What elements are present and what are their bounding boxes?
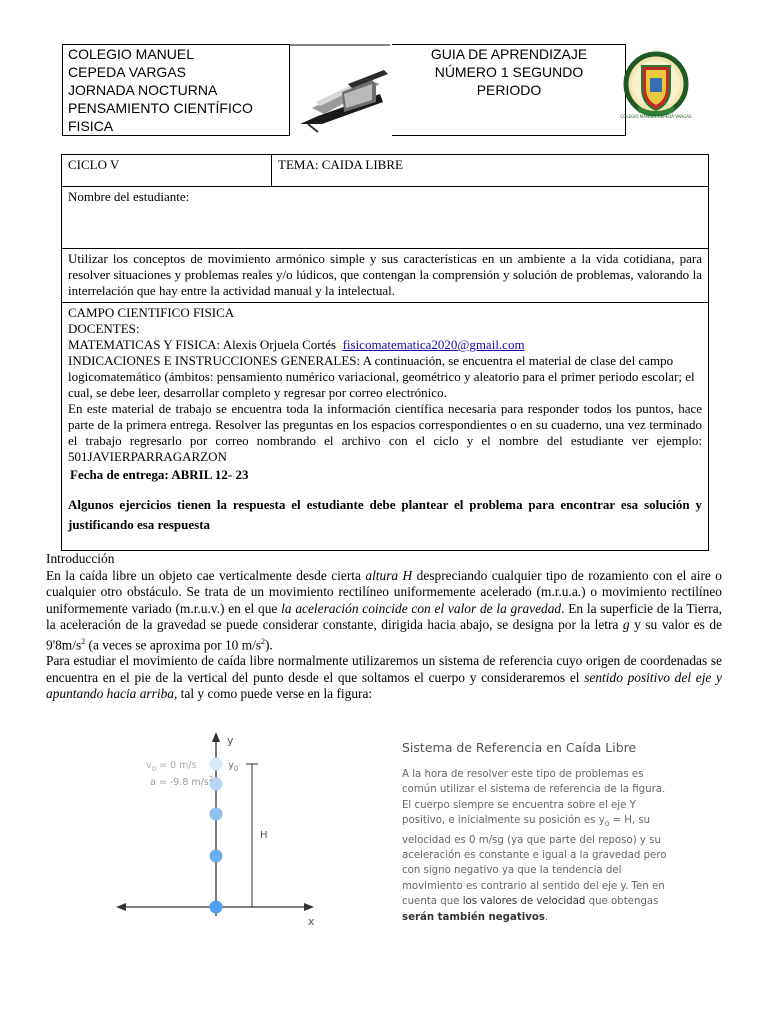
tema-cell: TEMA: CAIDA LIBRE <box>278 157 403 172</box>
panel-text: A la hora de resolver este tipo de problemas es común utilizar el sistema de referencia de la figura. El cuerpo siempre se encuentra sobre el eje Y positivo, e inicialmente su posición es $y_0 = H$, su velocidad es 0 m/sg (ya que parte del reposo) y su aceleración es constante e igual a la gravedad pero con signo negativo ya que la tendencia del movimiento es contrario al sentido del eje y. Ten en cuenta que los valores de velocidad que obtengas serán también negativos. <box>402 769 667 923</box>
docentes-label: DOCENTES: <box>68 321 140 336</box>
due-date: Fecha de entrega: ABRIL 12- 23 <box>70 467 249 482</box>
y-axis-arrow <box>212 732 220 742</box>
intro-paragraph-1: En la caída libre un objeto cae verticalmente desde cierta altura H despreciando cualquier tipo de rozamiento con el aire o cualquier otro obstáculo. Se trata de un movimiento rectilíneo uniformemente acelerado (m.r.u.a.) o movimiento rectilíneo uniformemente variado (m.r.u.v.) en el que la aceleración coincide con el valor de la gravedad. En la superficie de la Tierra, la aceleración de la gravedad se puede considerar constante, dirigida hacia abajo, se designa por la letra g y su valor es de $9'8m/s^2$ (a veces se aproxima por 10 $m/s^2$). <box>46 567 722 652</box>
ball-position-5 <box>210 901 223 914</box>
exercise-note: Algunos ejercicios tienen la respuesta el estudiante debe plantear el problema para encontrar esa solución y justificando esa respuesta <box>68 497 702 532</box>
ciclo-cell: CICLO V <box>68 157 120 172</box>
introduction-section <box>46 551 722 703</box>
general-info <box>62 303 708 537</box>
campo-label: CAMPO CIENTIFICO FISICA <box>68 305 235 320</box>
teacher-line: MATEMATICAS Y FISICA: Alexis Orjuela Cortés fisicomatematica2020@gmail.com <box>68 337 525 352</box>
initial-velocity-label: $v_0 = 0$ m/s <box>146 760 197 773</box>
svg-text:COLEGIO MANUEL CEPEDA VARGAS: COLEGIO MANUEL CEPEDA VARGAS <box>620 114 692 119</box>
x-axis-arrow <box>304 903 314 911</box>
x-axis-label: x <box>308 915 315 928</box>
y0-label: $y_0$ <box>228 760 239 773</box>
ball-position-1 <box>210 758 223 771</box>
teacher-email-link[interactable]: fisicomatematica2020@gmail.com <box>342 337 525 352</box>
ball-position-4 <box>210 850 223 863</box>
y-axis-label: y <box>227 734 234 747</box>
school-crest-logo <box>620 48 692 124</box>
guide-title: GUIA DE APRENDIZAJE NÚMERO 1 SEGUNDO PERIODO <box>430 46 588 98</box>
x-axis-arrow-left <box>116 903 126 911</box>
panel-title: Sistema de Referencia en Caída Libre <box>402 740 637 755</box>
objective-text: Utilizar los conceptos de movimiento armónico simple y sus características en un ambiente a la vida cotidiana, para resolver situaciones y problemas reales y/o lúdicos, que contengan la comprensión y solución de problemas, valorando la interrelación que hay entre la actividad manual y la intelectual. <box>68 251 702 298</box>
school-name: COLEGIO MANUEL CEPEDA VARGAS JORNADA NOCTURNA PENSAMIENTO CIENTÍFICO FISICA <box>68 46 253 134</box>
ruler-image <box>288 44 392 136</box>
student-name-field[interactable]: Nombre del estudiante: <box>68 189 190 204</box>
material-text: En este material de trabajo se encuentra toda la información científica necesaria para responder todos los puntos, hace parte de la primera entrega. Resolver las preguntas en los espacios correspondientes o en su cuaderno, una vez terminado el trabajo regresarlo por correo nombrando el archivo con el ciclo y el nombre del estudiante ver ejemplo: 501JAVIERPARRAGARZON <box>68 401 702 464</box>
intro-paragraph-2: Para estudiar el movimiento de caída libre normalmente utilizaremos un sistema de referencia cuyo origen de coordenadas se encuentra en el pie de la vertical del punto desde el que soltamos el cuerpo y consideraremos el sentido positivo del eje y apuntando hacia arriba, tal y como puede verse en la figura: <box>46 653 722 702</box>
height-label: H <box>260 830 268 841</box>
instructions-text: INDICACIONES E INSTRUCCIONES GENERALES: A continuación, se encuentra el material de clase del campo logicomatemático (ámbitos: pensamiento numérico variacional, geométrico y aleatorio para el primer periodo escolar; el cual, se debe leer, desarrollar completo y regresar por correo electrónico. <box>68 353 695 400</box>
acceleration-label: a = -9.8 $m/s^2$ <box>150 775 214 788</box>
reference-system-panel <box>402 740 674 925</box>
intro-heading: Introducción <box>46 551 115 566</box>
free-fall-diagram <box>112 730 332 930</box>
ball-position-3 <box>210 808 223 821</box>
